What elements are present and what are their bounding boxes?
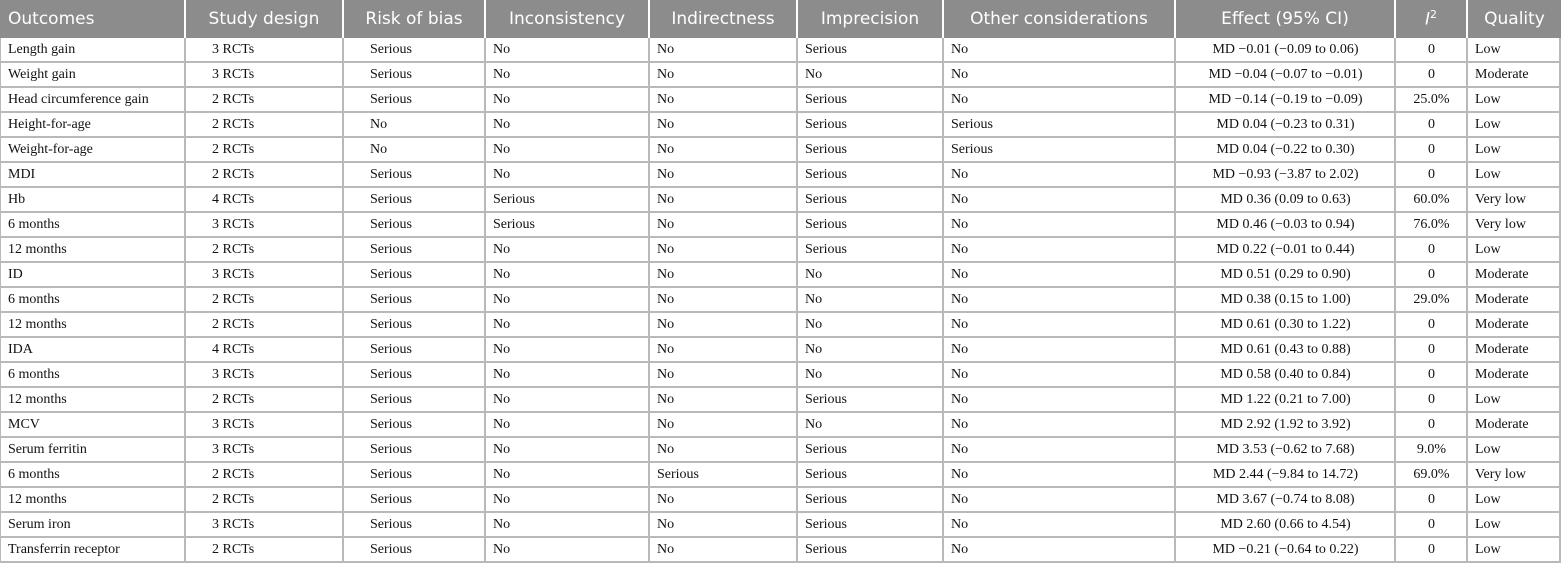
cell-imprecision: No [798, 313, 944, 338]
cell-i-squared: 0 [1396, 488, 1468, 513]
cell-risk-of-bias: Serious [344, 213, 486, 238]
cell-study-design: 3 RCTs [186, 438, 344, 463]
cell-i-squared: 0 [1396, 163, 1468, 188]
cell-quality: Low [1468, 388, 1561, 413]
cell-outcome: MDI [0, 163, 186, 188]
cell-i-squared: 0 [1396, 513, 1468, 538]
cell-quality: Moderate [1468, 263, 1561, 288]
col-header-other-considerations: Other considerations [944, 0, 1176, 38]
cell-indirectness: No [650, 438, 798, 463]
cell-risk-of-bias: Serious [344, 63, 486, 88]
cell-outcome: Hb [0, 188, 186, 213]
cell-i-squared: 0 [1396, 313, 1468, 338]
cell-outcome: 12 months [0, 488, 186, 513]
cell-effect: MD 2.60 (0.66 to 4.54) [1176, 513, 1396, 538]
cell-i-squared: 0 [1396, 263, 1468, 288]
table-row [0, 513, 1561, 538]
cell-effect: MD −0.04 (−0.07 to −0.01) [1176, 63, 1396, 88]
cell-i-squared: 76.0% [1396, 213, 1468, 238]
cell-inconsistency: No [486, 38, 650, 63]
cell-i-squared: 0 [1396, 113, 1468, 138]
table-row [0, 488, 1561, 513]
cell-indirectness: No [650, 88, 798, 113]
table-row [0, 163, 1561, 188]
cell-imprecision: No [798, 338, 944, 363]
cell-effect: MD −0.14 (−0.19 to −0.09) [1176, 88, 1396, 113]
cell-imprecision: Serious [798, 163, 944, 188]
cell-quality: Low [1468, 138, 1561, 163]
cell-quality: Moderate [1468, 63, 1561, 88]
cell-risk-of-bias: Serious [344, 263, 486, 288]
cell-risk-of-bias: Serious [344, 188, 486, 213]
cell-effect: MD −0.21 (−0.64 to 0.22) [1176, 538, 1396, 563]
col-header-study-design: Study design [186, 0, 344, 38]
cell-effect: MD 0.58 (0.40 to 0.84) [1176, 363, 1396, 388]
cell-study-design: 2 RCTs [186, 163, 344, 188]
col-header-outcomes: Outcomes [0, 0, 186, 38]
table-row [0, 88, 1561, 113]
cell-risk-of-bias: No [344, 113, 486, 138]
cell-outcome: 6 months [0, 463, 186, 488]
cell-imprecision: Serious [798, 388, 944, 413]
cell-other-considerations: No [944, 388, 1176, 413]
table-row [0, 38, 1561, 63]
cell-effect: MD 0.61 (0.30 to 1.22) [1176, 313, 1396, 338]
cell-quality: Moderate [1468, 413, 1561, 438]
table-row [0, 238, 1561, 263]
cell-inconsistency: No [486, 413, 650, 438]
table-body [0, 38, 1561, 563]
cell-outcome: 12 months [0, 313, 186, 338]
cell-effect: MD 1.22 (0.21 to 7.00) [1176, 388, 1396, 413]
cell-study-design: 3 RCTs [186, 363, 344, 388]
col-header-indirectness: Indirectness [650, 0, 798, 38]
cell-other-considerations: Serious [944, 138, 1176, 163]
cell-other-considerations: No [944, 513, 1176, 538]
cell-inconsistency: No [486, 463, 650, 488]
cell-imprecision: Serious [798, 38, 944, 63]
cell-study-design: 3 RCTs [186, 63, 344, 88]
table-row [0, 363, 1561, 388]
cell-effect: MD 0.61 (0.43 to 0.88) [1176, 338, 1396, 363]
table-row [0, 113, 1561, 138]
table-row [0, 138, 1561, 163]
cell-indirectness: No [650, 313, 798, 338]
col-header-imprecision: Imprecision [798, 0, 944, 38]
cell-inconsistency: No [486, 138, 650, 163]
cell-other-considerations: No [944, 263, 1176, 288]
cell-quality: Very low [1468, 463, 1561, 488]
table-row [0, 438, 1561, 463]
cell-i-squared: 0 [1396, 138, 1468, 163]
cell-other-considerations: Serious [944, 113, 1176, 138]
table-row [0, 413, 1561, 438]
cell-effect: MD −0.93 (−3.87 to 2.02) [1176, 163, 1396, 188]
cell-other-considerations: No [944, 538, 1176, 563]
cell-imprecision: Serious [798, 438, 944, 463]
cell-inconsistency: No [486, 438, 650, 463]
cell-i-squared: 0 [1396, 63, 1468, 88]
cell-imprecision: Serious [798, 188, 944, 213]
cell-effect: MD 0.04 (−0.22 to 0.30) [1176, 138, 1396, 163]
cell-risk-of-bias: Serious [344, 238, 486, 263]
cell-effect: MD 2.92 (1.92 to 3.92) [1176, 413, 1396, 438]
cell-other-considerations: No [944, 413, 1176, 438]
col-header-inconsistency: Inconsistency [486, 0, 650, 38]
cell-inconsistency: No [486, 538, 650, 563]
cell-study-design: 2 RCTs [186, 113, 344, 138]
cell-study-design: 2 RCTs [186, 238, 344, 263]
cell-quality: Very low [1468, 188, 1561, 213]
cell-study-design: 4 RCTs [186, 188, 344, 213]
table-row [0, 388, 1561, 413]
cell-other-considerations: No [944, 438, 1176, 463]
cell-other-considerations: No [944, 488, 1176, 513]
cell-risk-of-bias: Serious [344, 288, 486, 313]
cell-effect: MD 0.51 (0.29 to 0.90) [1176, 263, 1396, 288]
col-header-effect: Effect (95% CI) [1176, 0, 1396, 38]
cell-study-design: 3 RCTs [186, 263, 344, 288]
cell-i-squared: 0 [1396, 388, 1468, 413]
cell-indirectness: No [650, 213, 798, 238]
cell-quality: Moderate [1468, 288, 1561, 313]
cell-indirectness: No [650, 138, 798, 163]
cell-i-squared: 0 [1396, 538, 1468, 563]
cell-i-squared: 0 [1396, 338, 1468, 363]
col-header-quality: Quality [1468, 0, 1561, 38]
table-row [0, 63, 1561, 88]
cell-effect: MD 2.44 (−9.84 to 14.72) [1176, 463, 1396, 488]
col-header-risk-of-bias: Risk of bias [344, 0, 486, 38]
cell-indirectness: No [650, 513, 798, 538]
cell-effect: MD 0.46 (−0.03 to 0.94) [1176, 213, 1396, 238]
cell-risk-of-bias: Serious [344, 538, 486, 563]
cell-imprecision: Serious [798, 238, 944, 263]
cell-risk-of-bias: Serious [344, 413, 486, 438]
table-row [0, 538, 1561, 563]
cell-indirectness: No [650, 538, 798, 563]
cell-inconsistency: No [486, 288, 650, 313]
cell-outcome: 12 months [0, 388, 186, 413]
cell-quality: Very low [1468, 213, 1561, 238]
cell-other-considerations: No [944, 463, 1176, 488]
cell-study-design: 2 RCTs [186, 488, 344, 513]
cell-outcome: ID [0, 263, 186, 288]
cell-indirectness: No [650, 413, 798, 438]
cell-study-design: 3 RCTs [186, 413, 344, 438]
cell-imprecision: Serious [798, 213, 944, 238]
cell-other-considerations: No [944, 88, 1176, 113]
cell-imprecision: Serious [798, 488, 944, 513]
cell-effect: MD 0.38 (0.15 to 1.00) [1176, 288, 1396, 313]
cell-study-design: 2 RCTs [186, 313, 344, 338]
cell-imprecision: No [798, 363, 944, 388]
cell-indirectness: No [650, 263, 798, 288]
cell-risk-of-bias: Serious [344, 38, 486, 63]
cell-study-design: 2 RCTs [186, 88, 344, 113]
cell-outcome: Length gain [0, 38, 186, 63]
table-row [0, 188, 1561, 213]
cell-risk-of-bias: Serious [344, 88, 486, 113]
cell-indirectness: No [650, 363, 798, 388]
cell-imprecision: Serious [798, 88, 944, 113]
cell-inconsistency: Serious [486, 188, 650, 213]
cell-indirectness: No [650, 63, 798, 88]
cell-indirectness: No [650, 338, 798, 363]
cell-indirectness: Serious [650, 463, 798, 488]
cell-quality: Low [1468, 238, 1561, 263]
cell-effect: MD 0.22 (−0.01 to 0.44) [1176, 238, 1396, 263]
cell-inconsistency: No [486, 313, 650, 338]
cell-outcome: 12 months [0, 238, 186, 263]
table-header-row [0, 0, 1561, 38]
cell-inconsistency: No [486, 363, 650, 388]
cell-quality: Low [1468, 88, 1561, 113]
cell-indirectness: No [650, 288, 798, 313]
cell-inconsistency: No [486, 113, 650, 138]
cell-study-design: 3 RCTs [186, 513, 344, 538]
cell-indirectness: No [650, 188, 798, 213]
cell-i-squared: 60.0% [1396, 188, 1468, 213]
cell-i-squared: 29.0% [1396, 288, 1468, 313]
table-row [0, 263, 1561, 288]
cell-effect: MD 3.53 (−0.62 to 7.68) [1176, 438, 1396, 463]
cell-study-design: 2 RCTs [186, 288, 344, 313]
cell-outcome: 6 months [0, 363, 186, 388]
i-squared-superscript: 2 [1430, 8, 1437, 22]
cell-outcome: Weight gain [0, 63, 186, 88]
cell-imprecision: No [798, 263, 944, 288]
cell-risk-of-bias: Serious [344, 313, 486, 338]
cell-other-considerations: No [944, 188, 1176, 213]
cell-indirectness: No [650, 113, 798, 138]
cell-other-considerations: No [944, 363, 1176, 388]
cell-outcome: 6 months [0, 288, 186, 313]
cell-outcome: Transferrin receptor [0, 538, 186, 563]
cell-study-design: 2 RCTs [186, 388, 344, 413]
cell-outcome: Weight-for-age [0, 138, 186, 163]
table-row [0, 288, 1561, 313]
cell-other-considerations: No [944, 338, 1176, 363]
cell-effect: MD −0.01 (−0.09 to 0.06) [1176, 38, 1396, 63]
cell-inconsistency: No [486, 63, 650, 88]
cell-inconsistency: Serious [486, 213, 650, 238]
cell-inconsistency: No [486, 263, 650, 288]
table-row [0, 463, 1561, 488]
cell-quality: Low [1468, 438, 1561, 463]
cell-indirectness: No [650, 38, 798, 63]
cell-study-design: 4 RCTs [186, 338, 344, 363]
cell-risk-of-bias: Serious [344, 463, 486, 488]
cell-imprecision: No [798, 413, 944, 438]
table-row [0, 213, 1561, 238]
cell-imprecision: Serious [798, 113, 944, 138]
cell-imprecision: Serious [798, 538, 944, 563]
cell-inconsistency: No [486, 88, 650, 113]
cell-imprecision: No [798, 63, 944, 88]
cell-other-considerations: No [944, 63, 1176, 88]
cell-inconsistency: No [486, 238, 650, 263]
cell-risk-of-bias: Serious [344, 163, 486, 188]
cell-indirectness: No [650, 388, 798, 413]
cell-outcome: Head circumference gain [0, 88, 186, 113]
cell-risk-of-bias: Serious [344, 488, 486, 513]
cell-effect: MD 0.04 (−0.23 to 0.31) [1176, 113, 1396, 138]
i-squared-symbol: I [1424, 9, 1430, 30]
cell-quality: Moderate [1468, 338, 1561, 363]
cell-indirectness: No [650, 163, 798, 188]
cell-imprecision: Serious [798, 463, 944, 488]
cell-other-considerations: No [944, 313, 1176, 338]
cell-risk-of-bias: Serious [344, 363, 486, 388]
cell-risk-of-bias: Serious [344, 513, 486, 538]
cell-indirectness: No [650, 488, 798, 513]
cell-outcome: MCV [0, 413, 186, 438]
cell-i-squared: 0 [1396, 38, 1468, 63]
cell-risk-of-bias: Serious [344, 388, 486, 413]
cell-inconsistency: No [486, 488, 650, 513]
cell-i-squared: 25.0% [1396, 88, 1468, 113]
table-row [0, 338, 1561, 363]
col-header-i-squared [1396, 0, 1468, 38]
cell-study-design: 2 RCTs [186, 538, 344, 563]
cell-study-design: 3 RCTs [186, 38, 344, 63]
cell-quality: Low [1468, 38, 1561, 63]
cell-effect: MD 3.67 (−0.74 to 8.08) [1176, 488, 1396, 513]
cell-risk-of-bias: No [344, 138, 486, 163]
cell-other-considerations: No [944, 288, 1176, 313]
cell-other-considerations: No [944, 163, 1176, 188]
cell-quality: Low [1468, 513, 1561, 538]
cell-effect: MD 0.36 (0.09 to 0.63) [1176, 188, 1396, 213]
cell-imprecision: Serious [798, 138, 944, 163]
cell-i-squared: 0 [1396, 238, 1468, 263]
cell-i-squared: 69.0% [1396, 463, 1468, 488]
cell-other-considerations: No [944, 238, 1176, 263]
cell-inconsistency: No [486, 388, 650, 413]
cell-inconsistency: No [486, 338, 650, 363]
cell-outcome: 6 months [0, 213, 186, 238]
cell-quality: Moderate [1468, 363, 1561, 388]
cell-imprecision: Serious [798, 513, 944, 538]
cell-quality: Low [1468, 488, 1561, 513]
cell-quality: Low [1468, 163, 1561, 188]
cell-risk-of-bias: Serious [344, 338, 486, 363]
cell-quality: Moderate [1468, 313, 1561, 338]
cell-outcome: Height-for-age [0, 113, 186, 138]
cell-quality: Low [1468, 538, 1561, 563]
cell-quality: Low [1468, 113, 1561, 138]
cell-outcome: Serum ferritin [0, 438, 186, 463]
cell-outcome: IDA [0, 338, 186, 363]
cell-inconsistency: No [486, 513, 650, 538]
cell-study-design: 2 RCTs [186, 138, 344, 163]
cell-imprecision: No [798, 288, 944, 313]
cell-study-design: 3 RCTs [186, 213, 344, 238]
table-row [0, 313, 1561, 338]
cell-other-considerations: No [944, 213, 1176, 238]
cell-study-design: 2 RCTs [186, 463, 344, 488]
cell-i-squared: 0 [1396, 363, 1468, 388]
cell-other-considerations: No [944, 38, 1176, 63]
cell-indirectness: No [650, 238, 798, 263]
cell-risk-of-bias: Serious [344, 438, 486, 463]
cell-i-squared: 9.0% [1396, 438, 1468, 463]
cell-inconsistency: No [486, 163, 650, 188]
cell-outcome: Serum iron [0, 513, 186, 538]
cell-i-squared: 0 [1396, 413, 1468, 438]
